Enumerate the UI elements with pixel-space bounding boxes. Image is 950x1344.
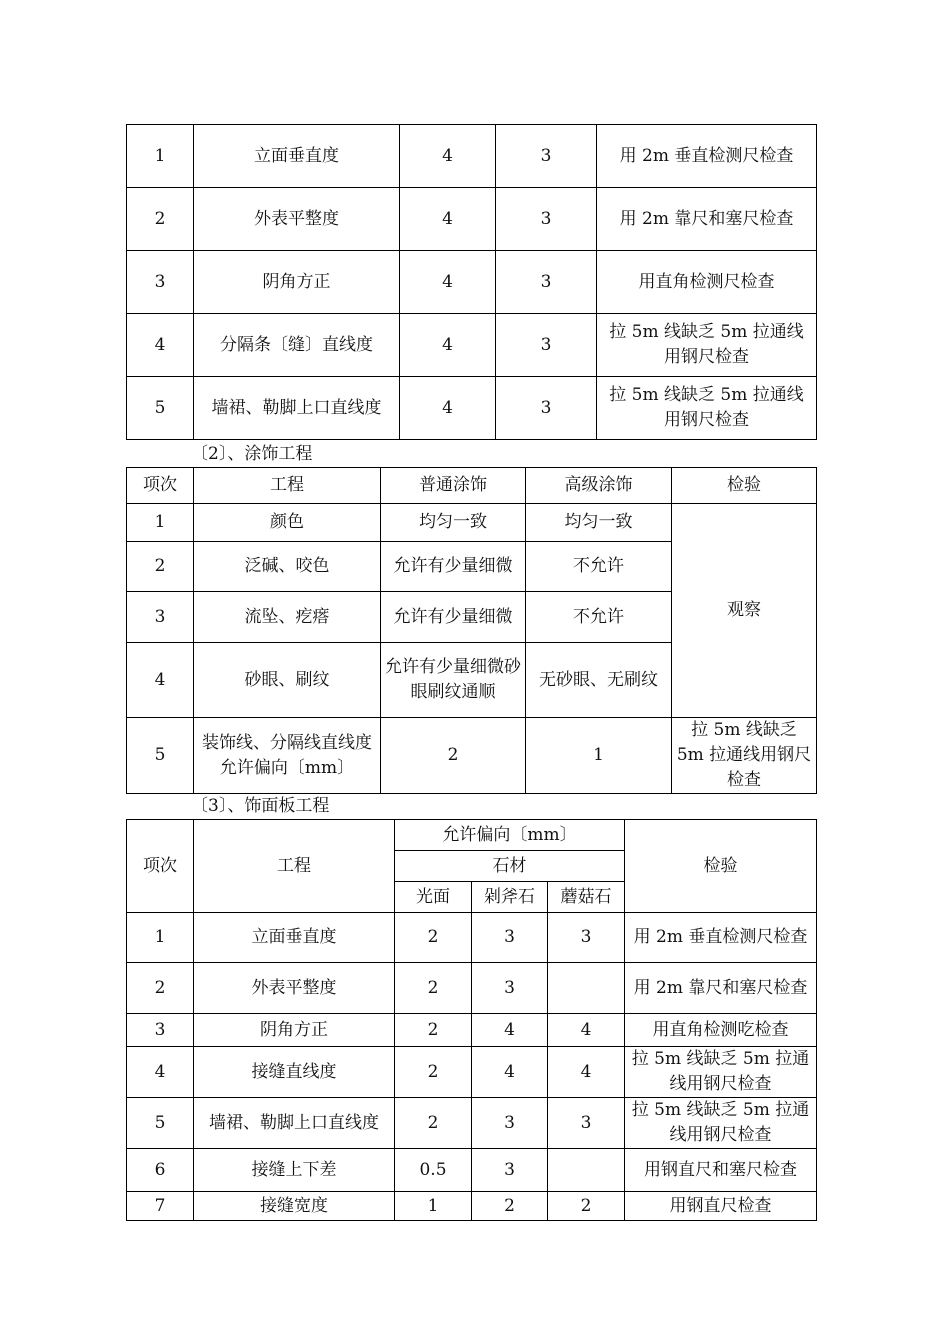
row-number: 3 [127, 592, 194, 643]
table-row [127, 913, 817, 963]
high-value-cell: 3 [496, 188, 597, 251]
method-cell: 拉 5m 线缺乏 5m 拉通线用钢尺检查 [597, 314, 817, 377]
normal-value-cell: 4 [400, 314, 496, 377]
smooth-value-cell: 1 [395, 1192, 472, 1221]
row-number: 4 [127, 1047, 194, 1098]
item-cell: 砂眼、刷纹 [194, 643, 381, 718]
row-number: 4 [127, 643, 194, 718]
item-cell: 立面垂直度 [194, 125, 400, 188]
table-row [127, 1014, 817, 1047]
high-value-cell: 3 [496, 377, 597, 440]
smooth-value-cell: 2 [395, 1047, 472, 1098]
smooth-value-cell: 2 [395, 1014, 472, 1047]
header-cell: 项次 [127, 468, 194, 504]
mushroom-value-cell: 2 [548, 1192, 625, 1221]
table-row [127, 125, 817, 188]
high-coating-cell: 不允许 [526, 592, 672, 643]
row-number: 2 [127, 963, 194, 1014]
high-value-cell: 3 [496, 251, 597, 314]
tolerance-table-1 [126, 124, 817, 440]
table-row [127, 963, 817, 1014]
axed-value-cell: 3 [472, 1149, 548, 1192]
row-number: 3 [127, 1014, 194, 1047]
mushroom-value-cell [548, 963, 625, 1014]
table-header-row [127, 468, 817, 504]
table-header-row [127, 820, 817, 851]
table-row [127, 188, 817, 251]
item-cell: 分隔条〔缝〕直线度 [194, 314, 400, 377]
item-cell: 颜色 [194, 504, 381, 542]
method-cell: 用 2m 靠尺和塞尺检查 [625, 963, 817, 1014]
normal-coating-cell: 允许有少量细微 [381, 592, 526, 643]
normal-value-cell: 4 [400, 125, 496, 188]
header-cell: 光面 [395, 882, 472, 913]
inspect-merged-cell: 观察 [672, 504, 817, 718]
item-cell: 接缝上下差 [194, 1149, 395, 1192]
header-cell: 项次 [127, 820, 194, 913]
method-cell: 拉 5m 线缺乏 5m 拉通线用钢尺检查 [625, 1098, 817, 1149]
high-coating-cell: 无砂眼、无刷纹 [526, 643, 672, 718]
smooth-value-cell: 0.5 [395, 1149, 472, 1192]
row-number: 5 [127, 718, 194, 794]
row-number: 3 [127, 251, 194, 314]
header-cell: 检验 [672, 468, 817, 504]
method-cell: 拉 5m 线缺乏 5m 拉通线用钢尺检查 [625, 1047, 817, 1098]
item-cell: 流坠、疙瘩 [194, 592, 381, 643]
item-cell: 阴角方正 [194, 251, 400, 314]
header-cell: 工程 [194, 468, 381, 504]
smooth-value-cell: 2 [395, 913, 472, 963]
row-number: 1 [127, 504, 194, 542]
row-number: 2 [127, 542, 194, 592]
row-number: 5 [127, 377, 194, 440]
method-cell: 用直角检测吃检查 [625, 1014, 817, 1047]
table-row [127, 1149, 817, 1192]
table-row [127, 1047, 817, 1098]
high-value-cell: 3 [496, 125, 597, 188]
mushroom-value-cell: 4 [548, 1014, 625, 1047]
method-cell: 用直角检测尺检查 [597, 251, 817, 314]
axed-value-cell: 2 [472, 1192, 548, 1221]
header-cell: 普通涂饰 [381, 468, 526, 504]
table-row [127, 314, 817, 377]
inspect-cell: 拉 5m 线缺乏 5m 拉通线用钢尺检查 [672, 718, 817, 794]
high-value-cell: 3 [496, 314, 597, 377]
item-cell: 接缝直线度 [194, 1047, 395, 1098]
table-row [127, 251, 817, 314]
table-row [127, 1192, 817, 1221]
tolerance-table-1-body [127, 125, 817, 440]
row-number: 4 [127, 314, 194, 377]
header-cell: 工程 [194, 820, 395, 913]
row-number: 1 [127, 125, 194, 188]
row-number: 2 [127, 188, 194, 251]
method-cell: 用钢直尺检查 [625, 1192, 817, 1221]
normal-coating-cell: 允许有少量细微 [381, 542, 526, 592]
axed-value-cell: 3 [472, 963, 548, 1014]
normal-value-cell: 4 [400, 251, 496, 314]
high-coating-cell: 不允许 [526, 542, 672, 592]
coating-table [126, 467, 817, 794]
high-coating-cell: 1 [526, 718, 672, 794]
section-3-caption: 〔3〕、饰面板工程 [191, 796, 330, 816]
header-cell: 检验 [625, 820, 817, 913]
item-cell: 装饰线、分隔线直线度允许偏向〔mm〕 [194, 718, 381, 794]
method-cell: 用 2m 垂直检测尺检查 [625, 913, 817, 963]
axed-value-cell: 4 [472, 1014, 548, 1047]
mushroom-value-cell: 3 [548, 1098, 625, 1149]
item-cell: 泛碱、咬色 [194, 542, 381, 592]
axed-value-cell: 4 [472, 1047, 548, 1098]
mushroom-value-cell: 4 [548, 1047, 625, 1098]
item-cell: 墙裙、勒脚上口直线度 [194, 377, 400, 440]
row-number: 1 [127, 913, 194, 963]
item-cell: 外表平整度 [194, 188, 400, 251]
normal-coating-cell: 2 [381, 718, 526, 794]
header-cell: 允许偏向〔mm〕 [395, 820, 625, 851]
method-cell: 用钢直尺和塞尺检查 [625, 1149, 817, 1192]
smooth-value-cell: 2 [395, 963, 472, 1014]
normal-coating-cell: 均匀一致 [381, 504, 526, 542]
item-cell: 立面垂直度 [194, 913, 395, 963]
header-cell: 石材 [395, 851, 625, 882]
row-number: 6 [127, 1149, 194, 1192]
axed-value-cell: 3 [472, 913, 548, 963]
row-number: 7 [127, 1192, 194, 1221]
normal-value-cell: 4 [400, 188, 496, 251]
item-cell: 墙裙、勒脚上口直线度 [194, 1098, 395, 1149]
facing-panel-table [126, 819, 817, 1221]
method-cell: 拉 5m 线缺乏 5m 拉通线用钢尺检查 [597, 377, 817, 440]
section-2-caption: 〔2〕、涂饰工程 [191, 444, 313, 464]
row-number: 5 [127, 1098, 194, 1149]
high-coating-cell: 均匀一致 [526, 504, 672, 542]
mushroom-value-cell: 3 [548, 913, 625, 963]
header-cell: 高级涂饰 [526, 468, 672, 504]
smooth-value-cell: 2 [395, 1098, 472, 1149]
method-cell: 用 2m 垂直检测尺检查 [597, 125, 817, 188]
item-cell: 外表平整度 [194, 963, 395, 1014]
axed-value-cell: 3 [472, 1098, 548, 1149]
table-row [127, 377, 817, 440]
table-row [127, 1098, 817, 1149]
item-cell: 阴角方正 [194, 1014, 395, 1047]
header-cell: 蘑菇石 [548, 882, 625, 913]
table-row [127, 504, 817, 542]
table-row [127, 718, 817, 794]
normal-coating-cell: 允许有少量细微砂眼刷纹通顺 [381, 643, 526, 718]
mushroom-value-cell [548, 1149, 625, 1192]
normal-value-cell: 4 [400, 377, 496, 440]
method-cell: 用 2m 靠尺和塞尺检查 [597, 188, 817, 251]
item-cell: 接缝宽度 [194, 1192, 395, 1221]
header-cell: 剁斧石 [472, 882, 548, 913]
